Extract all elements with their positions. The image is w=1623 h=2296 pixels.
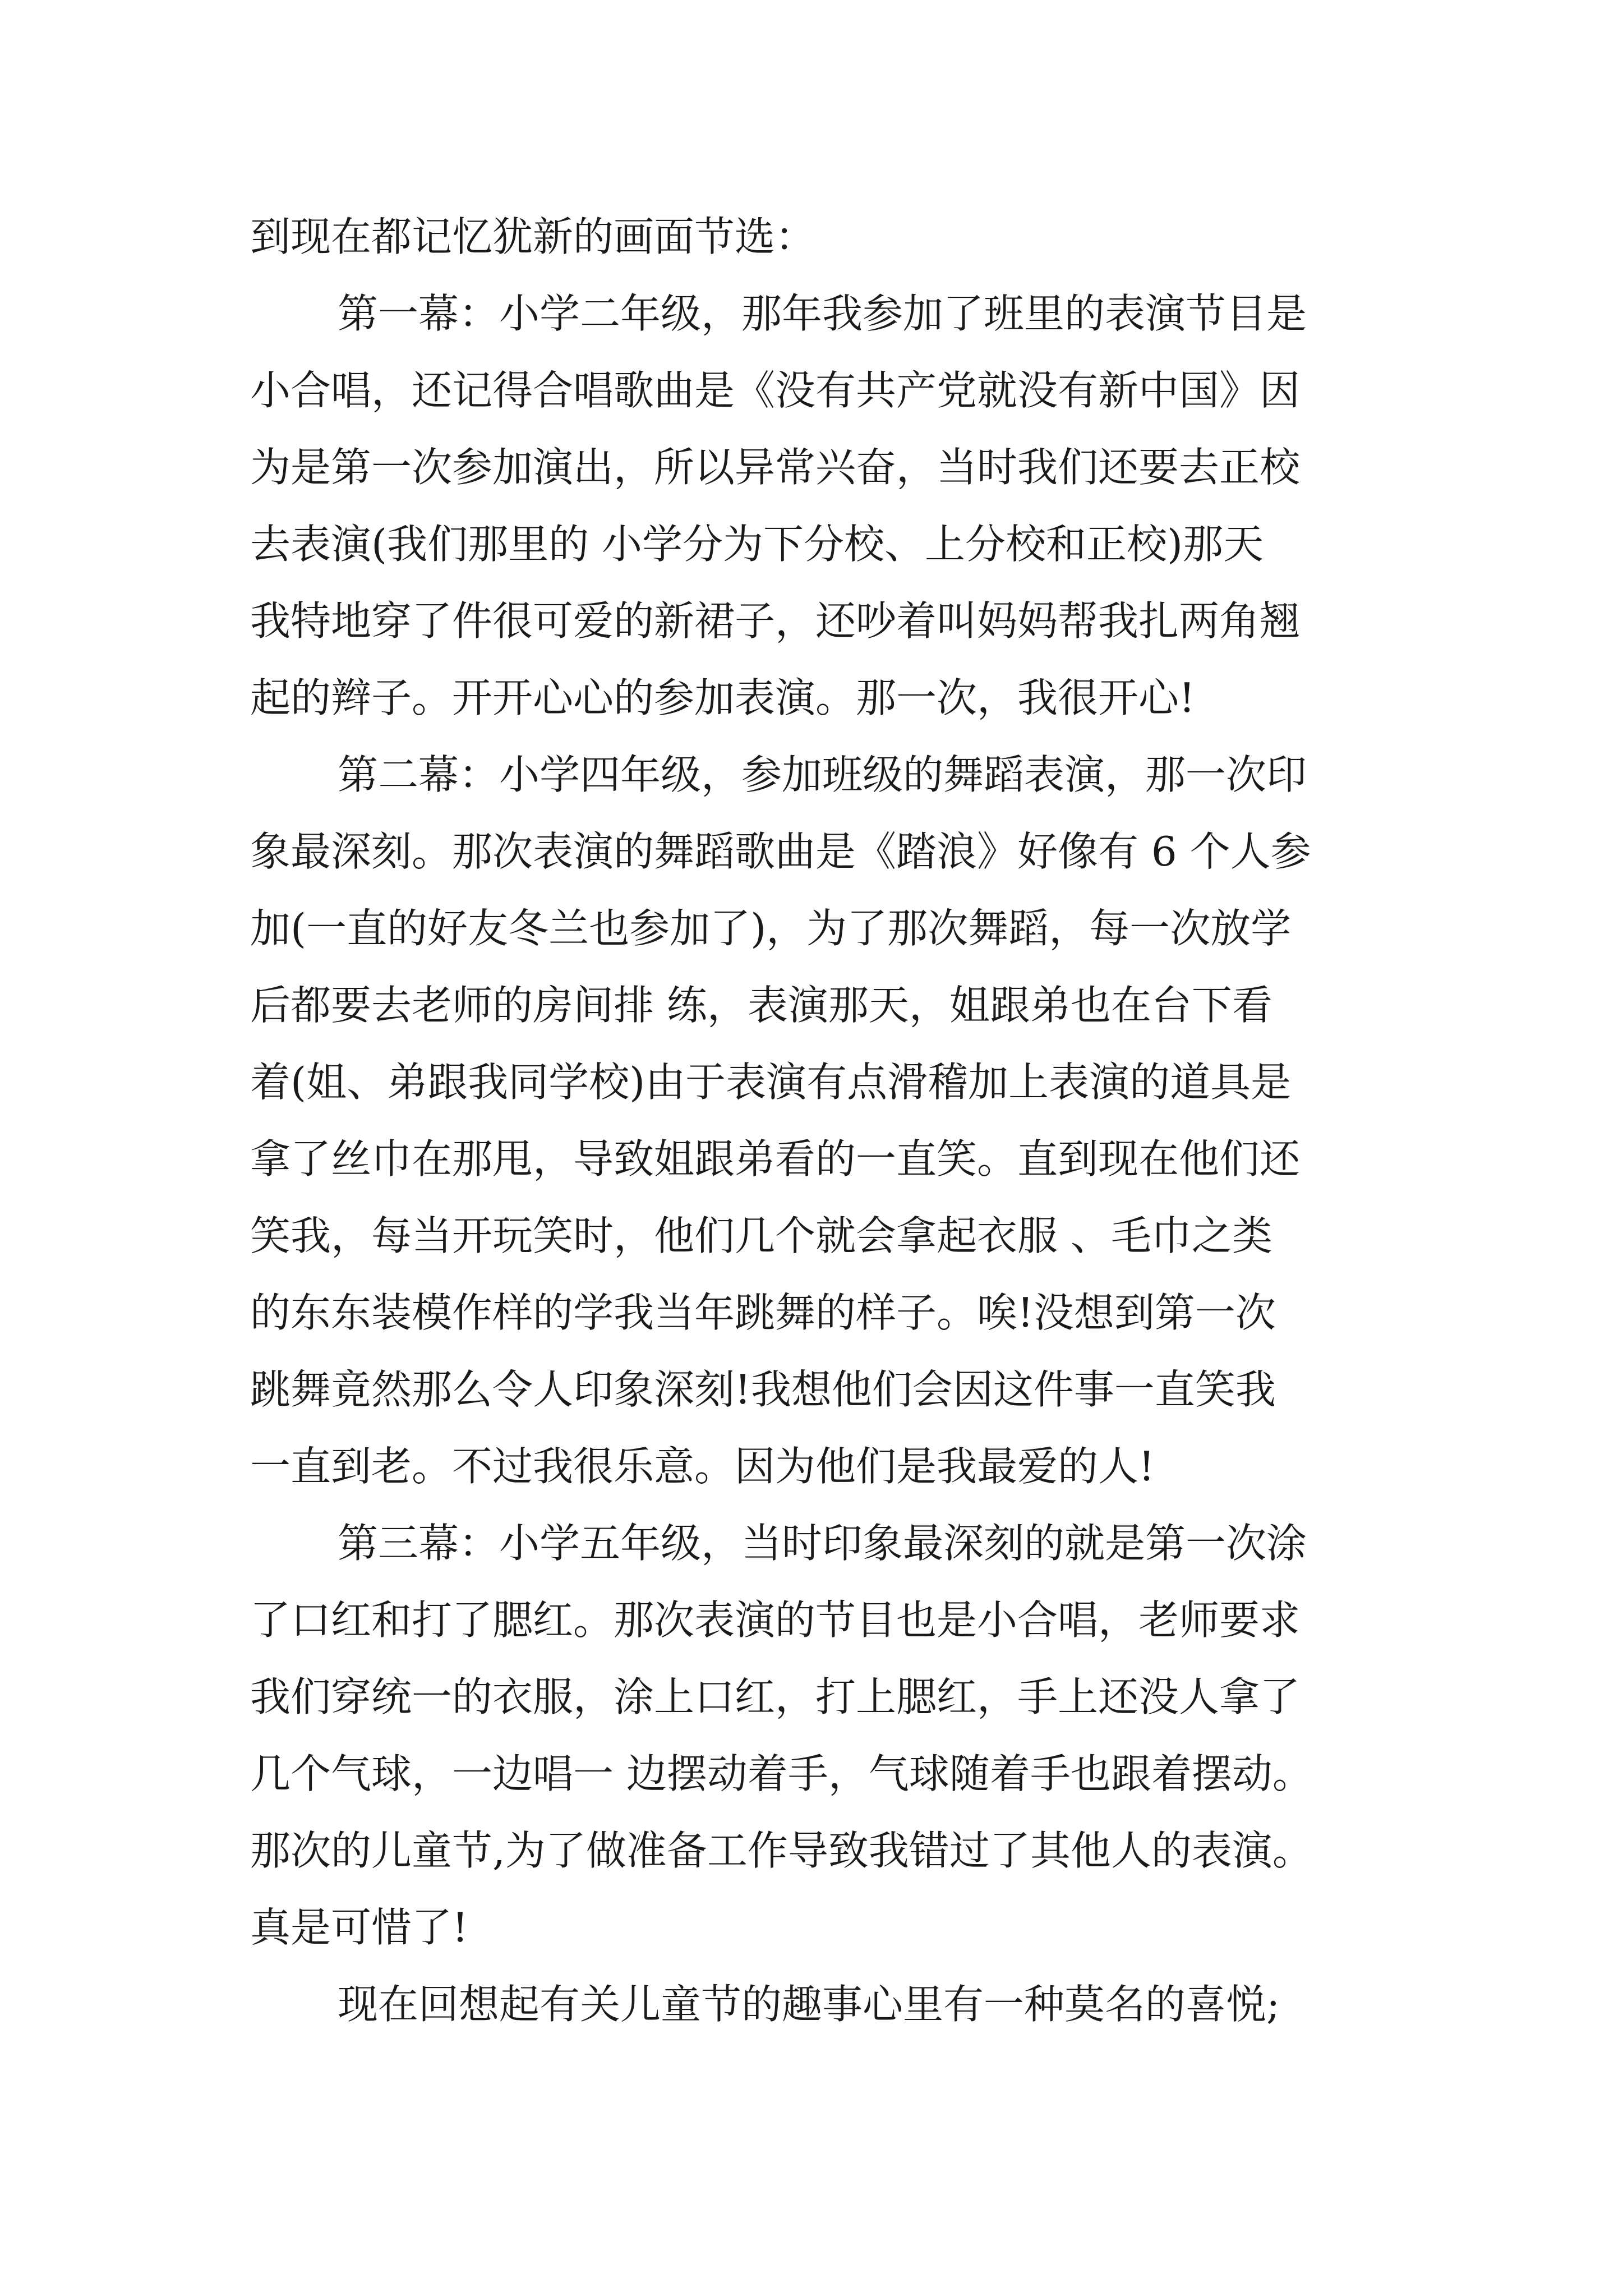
text-line: 加(一直的好友冬兰也参加了)，为了那次舞蹈，每一次放学 bbox=[250, 905, 1292, 952]
text-line: 拿了丝巾在那甩，导致姐跟弟看的一直笑。直到现在他们还 bbox=[250, 1135, 1301, 1182]
text-line: 那次的儿童节,为了做准备工作导致我错过了其他人的表演。 bbox=[250, 1827, 1313, 1874]
text-line: 笑我，每当开玩笑时，他们几个就会拿起衣服 、毛巾之类 bbox=[250, 1212, 1272, 1259]
text-line: 的东东装模作样的学我当年跳舞的样子。唉!没想到第一次 bbox=[250, 1289, 1276, 1336]
text-line: 后都要去老师的房间排 练，表演那天，姐跟弟也在台下看 bbox=[250, 982, 1272, 1029]
text-line: 了口红和打了腮红。那次表演的节目也是小合唱，老师要求 bbox=[250, 1596, 1301, 1644]
text-line: 几个气球，一边唱一 边摆动着手，气球随着手也跟着摆动。 bbox=[250, 1750, 1313, 1797]
text-line: 第三幕：小学五年级，当时印象最深刻的就是第一次涂 bbox=[338, 1520, 1307, 1567]
text-line: 一直到老。不过我很乐意。因为他们是我最爱的人! bbox=[250, 1443, 1155, 1490]
text-line: 为是第一次参加演出，所以异常兴奋，当时我们还要去正校 bbox=[250, 444, 1301, 491]
text-line: 第一幕：小学二年级，那年我参加了班里的表演节目是 bbox=[338, 290, 1307, 337]
text-line: 去表演(我们那里的 小学分为下分校、上分校和正校)那天 bbox=[250, 521, 1264, 568]
text-line: 小合唱，还记得合唱歌曲是《没有共产党就没有新中国》因 bbox=[250, 367, 1301, 414]
text-line: 跳舞竟然那么令人印象深刻!我想他们会因这件事一直笑我 bbox=[250, 1366, 1276, 1413]
text-line: 我们穿统一的衣服，涂上口红，打上腮红，手上还没人拿了 bbox=[250, 1673, 1301, 1720]
text-line: 真是可惜了! bbox=[250, 1904, 468, 1951]
text-line: 到现在都记忆犹新的画面节选： bbox=[250, 213, 816, 260]
text-line: 着(姐、弟跟我同学校)由于表演有点滑稽加上表演的道具是 bbox=[250, 1059, 1292, 1106]
text-line: 我特地穿了件很可爱的新裙子，还吵着叫妈妈帮我扎两角翘 bbox=[250, 597, 1301, 645]
text-line: 现在回想起有关儿童节的趣事心里有一种莫名的喜悦; bbox=[338, 1981, 1280, 2028]
text-line: 第二幕：小学四年级，参加班级的舞蹈表演，那一次印 bbox=[338, 751, 1307, 798]
text-line: 象最深刻。那次表演的舞蹈歌曲是《踏浪》好像有 6 个人参 bbox=[250, 828, 1311, 875]
text-line: 起的辫子。开开心心的参加表演。那一次，我很开心! bbox=[250, 674, 1195, 721]
